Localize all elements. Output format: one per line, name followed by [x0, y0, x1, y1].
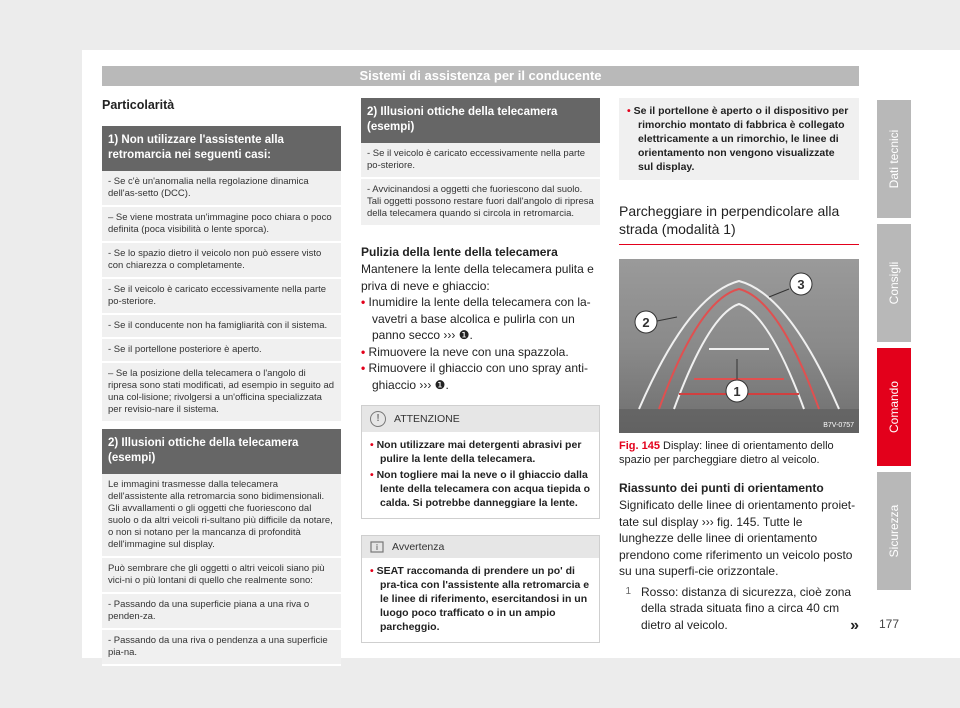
side-tab-consigli[interactable] — [877, 224, 911, 342]
parking-display-image — [619, 259, 859, 433]
warning-icon: ! — [370, 411, 386, 427]
summary-text: Significato delle linee di orientamento proiet-tate sul display ››› fig. 145. Tutte le lunghezze delle linee di orientamento prendono come riferimento un veicolo posto su una superfi-cie orizzontale. — [619, 498, 856, 578]
list-item: - Passando da una superficie piana a una riva o penden-za. — [102, 594, 341, 630]
list-item: - Avvicinandosi a oggetti che fuoriescono dal suolo. Tali oggetti possono restare fuori dall'angolo di ripresa della telecamera quando si circola in retromarcia. — [361, 179, 600, 227]
info-box-title: 2) Illusioni ottiche della telecamera (esempi) — [102, 429, 341, 474]
orientation-point-1 — [619, 584, 859, 634]
section-divider — [619, 244, 859, 245]
list-item: - Se lo spazio dietro il veicolo non può essere visto con chiarezza o completamente. — [102, 243, 341, 279]
point-text: Rosso: distanza di sicurezza, cioè zona della strada situata fino a circa 40 cm dietro al veicolo. — [641, 584, 852, 632]
cleaning-intro: Mantenere la lente della telecamera pulita e priva di neve e ghiaccio: — [361, 262, 594, 293]
side-tab-label: Sicurezza — [887, 504, 901, 558]
page-number: 177 — [879, 617, 900, 631]
info-box-illusioni — [102, 429, 341, 666]
column-1 — [102, 98, 341, 666]
page-header: Sistemi di assistenza per il conducente — [102, 66, 859, 86]
note-body — [362, 558, 599, 642]
list-item: Le immagini trasmesse dalla telecamera dell'assistente alla retromarcia sono bidimensionali. Gli avvallamenti o gli oggetti che fuoriescono dal suolo o da altri veicoli ri-sultano più difficile da notare, o non si notano per la mancanza di profondità dell'immagine sul display. — [102, 474, 341, 558]
list-item — [361, 344, 600, 361]
summary-title: Riassunto dei punti di orientamento — [619, 481, 824, 495]
callout-2-label: 2 — [642, 315, 650, 330]
point-number: 1 — [625, 585, 631, 597]
callout-1-label: 1 — [733, 384, 741, 399]
list-item: - Se c'è un'anomalia nella regolazione dinamica dell'as-setto (DCC). — [102, 171, 341, 207]
parking-section — [619, 202, 859, 245]
list-item — [361, 360, 600, 393]
bullet-icon: • — [370, 469, 377, 481]
figure-145 — [619, 259, 859, 433]
attention-box — [361, 405, 600, 519]
note-label: Avvertenza — [392, 541, 445, 553]
bullet-text: Non togliere mai la neve o il ghiaccio dalla lente della telecamera con acqua tiepida o calda. Si potrebbe danneggiare la lente. — [376, 469, 591, 509]
list-item — [361, 294, 600, 344]
bullet-icon: • — [361, 344, 369, 359]
figure-caption-text: Display: linee di orientamento dello spazio per parcheggiare dietro al veicolo. — [619, 440, 834, 466]
attention-header — [362, 406, 599, 432]
list-item: Può sembrare che gli oggetti o altri veicoli siano più vici-ni o più lontani di quello che realmente sono: — [102, 558, 341, 594]
bullet-text: Rimuovere il ghiaccio con uno spray anti-ghiaccio ››› ❶. — [368, 361, 588, 392]
attention-label: ATTENZIONE — [394, 413, 460, 425]
list-item — [370, 438, 591, 466]
list-item: - Passando da una riva o pendenza a una superficie pia-na. — [102, 630, 341, 666]
list-item: - Se il portellone posteriore è aperto. — [102, 339, 341, 363]
figure-ref: Fig. 145 — [619, 440, 660, 452]
bullet-icon: • — [361, 361, 369, 375]
bullet-text: Rimuovere la neve con una spazzola. — [368, 344, 569, 359]
side-tab-comando[interactable] — [877, 348, 911, 466]
continue-mark: » — [850, 617, 859, 634]
side-tab-label: Dati tecnici — [887, 129, 901, 189]
list-item: - Se il veicolo è caricato eccessivamente nella parte po-steriore. — [102, 279, 341, 315]
bullet-text: SEAT raccomanda di prendere un po' di pra-tica con l'assistente alla retromarcia e le linee di riferimento, esercitandosi in un luogo poco trafficato o in un ampio parcheggio. — [376, 565, 590, 633]
column-3 — [619, 98, 859, 635]
side-tab-label: Comando — [887, 380, 901, 434]
side-tab-label: Consigli — [887, 261, 901, 305]
list-item: – Se viene mostrata un'immagine poco chiara o poco definita (poca visibilità o lente sporca). — [102, 207, 341, 243]
callout-3-label: 3 — [797, 277, 805, 292]
summary-section — [619, 481, 859, 635]
bullet-icon: • — [370, 565, 377, 577]
note-box — [361, 535, 600, 643]
figure-code: B7V-0757 — [823, 422, 854, 429]
cleaning-title: Pulizia della lente della telecamera — [361, 245, 558, 259]
section-title-particolarita: Particolarità — [102, 98, 175, 112]
info-box-portellone — [619, 98, 859, 180]
column-2 — [361, 98, 600, 643]
list-item — [370, 564, 591, 634]
info-icon — [370, 541, 384, 553]
attention-body — [362, 432, 599, 518]
side-tab-sicurezza[interactable] — [877, 472, 911, 590]
bullet-text: Inumidire la lente della telecamera con la-vavetri a base alcolica e pulirla con un panno secco ››› ❶. — [368, 295, 591, 342]
list-item — [370, 468, 591, 510]
section-title-parcheggiare: Parcheggiare in perpendicolare alla strada (modalità 1) — [619, 203, 840, 237]
list-item: - Se il veicolo è caricato eccessivamente nella parte po-steriore. — [361, 143, 600, 179]
bullet-text: Non utilizzare mai detergenti abrasivi per pulire la lente della telecamera. — [376, 439, 582, 465]
bullet-icon: • — [361, 295, 369, 309]
info-box-list — [102, 171, 341, 423]
bullet-icon: • — [627, 105, 634, 117]
info-box-illusioni-cont — [361, 98, 600, 227]
list-item — [627, 104, 851, 174]
side-tab-dati-tecnici[interactable] — [877, 100, 911, 218]
bullet-text: Se il portellone è aperto o il dispositivo per rimorchio montato di fabbrica è collegato elettricamente a un rimorchio, le linee di orientamento non vengono visualizzate sul display. — [633, 105, 849, 173]
bullet-icon: • — [370, 439, 377, 451]
info-box-title: 2) Illusioni ottiche della telecamera (esempi) — [361, 98, 600, 143]
info-box-retromarcia — [102, 126, 341, 423]
note-header — [362, 536, 599, 558]
list-item: - Se il conducente non ha famigliarità con il sistema. — [102, 315, 341, 339]
svg-text:i: i — [375, 543, 379, 552]
list-item: – Se la posizione della telecamera o l'angolo di ripresa sono stati modificati, ad esempio in seguito ad una col-lisione; rivolgersi a un'officina specializzata per revisio-nare il sistema. — [102, 363, 341, 423]
figure-caption — [619, 439, 859, 467]
info-box-title: 1) Non utilizzare l'assistente alla retromarcia nei seguenti casi: — [102, 126, 341, 171]
cleaning-section — [361, 245, 600, 393]
